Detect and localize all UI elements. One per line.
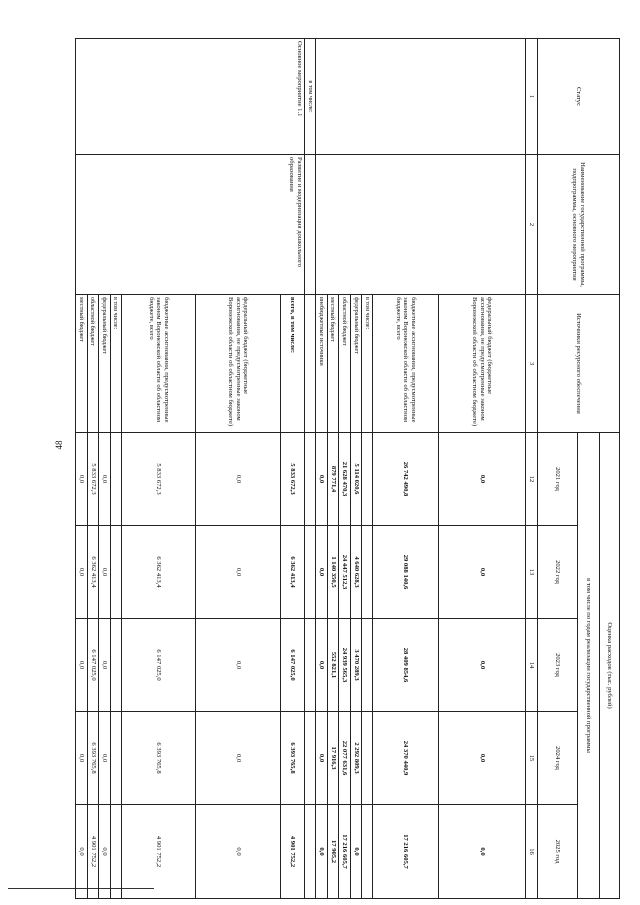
value-cell: 0,0 (99, 805, 111, 899)
source-cell: областной бюджет (87, 295, 99, 433)
value-cell: 879 771,4 (327, 433, 339, 526)
activity-name: Развитие и модернизация дошкольного образования (76, 155, 305, 295)
value-cell: 6 393 765,8 (121, 712, 195, 805)
value-cell: 552 821,1 (327, 619, 339, 712)
value-cell: 17 216 605,7 (373, 805, 438, 899)
header-resource-source: Источники ресурсного обеспечения (538, 295, 620, 433)
source-cell: бюджетные ассигнования, предусмотренные законом Воронежской области об областном бюджете, всего (121, 295, 195, 433)
header-by-years: в том числе по годам реализации государственной программы (578, 433, 600, 899)
value-cell: 0,0 (195, 526, 280, 619)
source-cell: внебюджетные источники (316, 295, 328, 433)
col-number: 3 (526, 295, 538, 433)
value-cell: 6 147 025,0 (281, 619, 305, 712)
source-cell: федеральный бюджет (99, 295, 111, 433)
col-number: 16 (526, 805, 538, 899)
value-cell: 4 640 628,3 (350, 526, 362, 619)
value-cell: 0,0 (438, 433, 525, 526)
value-cell: 17 905,2 (327, 805, 339, 899)
table-row (438, 39, 525, 899)
header-estimate: Оценка расходов (тыс. рублей) (600, 433, 620, 899)
rotated-table-container (75, 38, 620, 898)
value-cell: 6 147 025,0 (121, 619, 195, 712)
header-year: 2022 год (538, 526, 578, 619)
value-cell: 24 370 440,9 (373, 712, 438, 805)
col-number: 2 (526, 155, 538, 295)
value-cell: 6 393 765,8 (87, 712, 99, 805)
value-cell: 4 901 752,2 (121, 805, 195, 899)
header-program-name: Наименование государственной программы, подпрограммы, основного мероприятия (538, 155, 620, 295)
value-cell: 0,0 (316, 526, 328, 619)
header-status: Статус (538, 39, 620, 155)
activity-status: Основное мероприятие 1.1 (76, 39, 305, 155)
col-number: 15 (526, 712, 538, 805)
value-cell: 0,0 (438, 712, 525, 805)
value-cell: 0,0 (195, 805, 280, 899)
value-cell: 4 901 752,2 (281, 805, 305, 899)
value-cell: 0,0 (99, 433, 111, 526)
value-cell: 17 216 605,7 (339, 805, 351, 899)
source-cell: федеральный бюджет (бюджетные ассигнования, не предусмотренные законом Воронежской области об областном бюджете) (438, 295, 525, 433)
value-cell: 0,0 (438, 619, 525, 712)
col-number: 12 (526, 433, 538, 526)
col-number: 1 (526, 39, 538, 155)
value-cell: 0,0 (76, 433, 88, 526)
value-cell: 0,0 (76, 712, 88, 805)
table-row (305, 39, 316, 899)
value-cell: 28 409 854,6 (373, 619, 438, 712)
value-cell: 5 833 672,3 (87, 433, 99, 526)
value-cell: 6 147 025,0 (87, 619, 99, 712)
value-cell: 17 916,3 (327, 712, 339, 805)
source-cell: федеральный бюджет (350, 295, 362, 433)
table-row (281, 39, 305, 899)
value-cell: 1 140 350,5 (327, 526, 339, 619)
budget-table (75, 38, 620, 899)
value-cell: 0,0 (316, 433, 328, 526)
source-cell: областной бюджет (339, 295, 351, 433)
value-cell: 3 470 289,3 (350, 619, 362, 712)
status-cell (316, 39, 526, 155)
sub-label: в том числе: (305, 39, 316, 155)
source-cell: в том числе: (110, 295, 121, 433)
source-cell: федеральный бюджет (бюджетные ассигнования, не предусмотренные законом Воронежской области об областном бюджете) (195, 295, 280, 433)
value-cell: 21 628 470,3 (339, 433, 351, 526)
value-cell: 6 362 413,4 (87, 526, 99, 619)
value-cell: 0,0 (76, 619, 88, 712)
value-cell: 0,0 (76, 526, 88, 619)
header-year: 2025 год (538, 805, 578, 899)
source-cell: бюджетные ассигнования, предусмотренные законом Воронежской области об областном бюджете, всего (373, 295, 438, 433)
value-cell: 0,0 (99, 526, 111, 619)
value-cell: 0,0 (195, 712, 280, 805)
header-year: 2023 год (538, 619, 578, 712)
header-year: 2024 год (538, 712, 578, 805)
value-cell: 0,0 (350, 805, 362, 899)
value-cell: 0,0 (99, 712, 111, 805)
value-cell: 24 447 512,3 (339, 526, 351, 619)
source-cell: в том числе: (362, 295, 373, 433)
col-number: 13 (526, 526, 538, 619)
col-number: 14 (526, 619, 538, 712)
value-cell: 6 393 765,8 (281, 712, 305, 805)
program-name-cell (316, 155, 526, 295)
value-cell: 5 833 672,3 (281, 433, 305, 526)
value-cell: 22 077 631,6 (339, 712, 351, 805)
value-cell: 0,0 (76, 805, 88, 899)
page-number: 48 (54, 440, 64, 450)
value-cell: 26 742 490,8 (373, 433, 438, 526)
value-cell: 2 292 809,3 (350, 712, 362, 805)
header-year: 2021 год (538, 433, 578, 526)
source-cell: местный бюджет (327, 295, 339, 433)
value-cell: 0,0 (316, 712, 328, 805)
value-cell: 0,0 (195, 619, 280, 712)
value-cell: 4 901 752,2 (87, 805, 99, 899)
source-cell: всего, в том числе: (281, 295, 305, 433)
value-cell: 29 088 140,6 (373, 526, 438, 619)
value-cell: 0,0 (438, 805, 525, 899)
value-cell: 6 362 413,4 (121, 526, 195, 619)
value-cell: 0,0 (316, 619, 328, 712)
source-cell: местный бюджет (76, 295, 88, 433)
value-cell: 0,0 (438, 526, 525, 619)
value-cell: 24 939 565,3 (339, 619, 351, 712)
value-cell: 0,0 (195, 433, 280, 526)
value-cell: 0,0 (316, 805, 328, 899)
value-cell: 5 114 020,6 (350, 433, 362, 526)
value-cell: 0,0 (99, 619, 111, 712)
value-cell: 5 833 672,3 (121, 433, 195, 526)
value-cell: 6 362 413,4 (281, 526, 305, 619)
